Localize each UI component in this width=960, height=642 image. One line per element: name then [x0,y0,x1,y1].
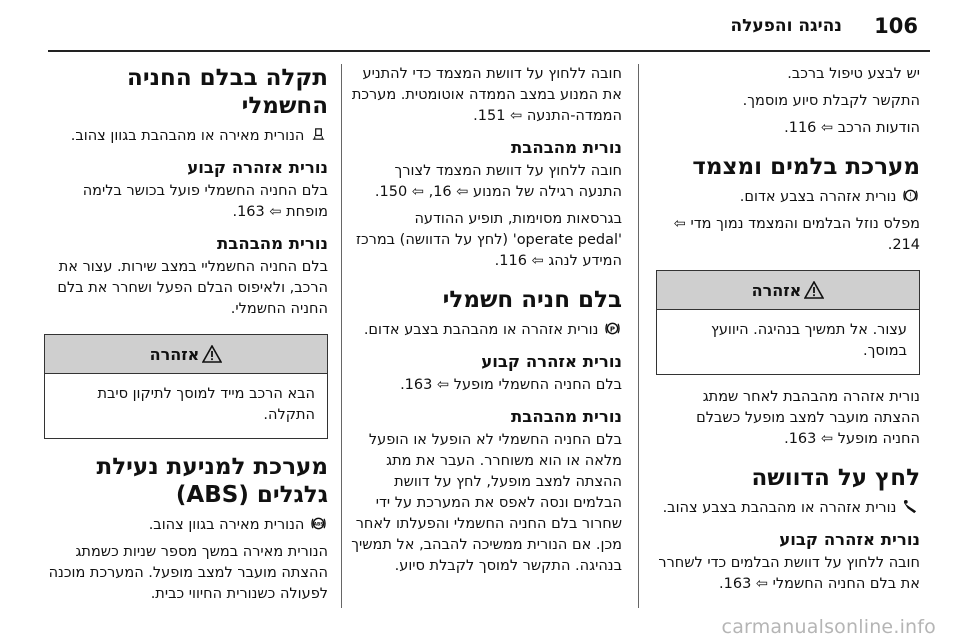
abs-icon [311,516,326,531]
subsection-heading: נורית אזהרה קבוע [481,352,622,371]
svg-text:ABS: ABS [313,522,324,528]
subsection-heading: נורית אזהרה קבוע [187,158,328,177]
warning-triangle-icon [202,345,222,363]
column-divider [638,64,639,608]
warning-label: אזהרה [149,345,200,364]
warning-box [656,270,920,375]
warning-box [44,334,328,439]
column-divider [341,64,342,608]
body-text: נורית אזהרה מהבהבת לאחר שמתג ההצתה מועבר למצב מופעל כשבלם החניה מופעל ⇦ 163. [696,389,920,447]
warning-label: אזהרה [751,281,802,300]
subsection-heading: נורית מהבהבת [511,407,622,426]
page-title: נהיגה והפעלה [730,16,842,36]
body-text-span: נורית אזהרה או מהבהבת בצבע צהוב. [662,500,897,516]
body-text: בגרסאות מסוימות, תופיע ההודעה 'operate pedal' (לחץ על הדוושה) במרכז המידע לנהג ⇦ 116. [355,211,622,269]
warning-header [657,271,919,310]
subsection-heading: נורית מהבהבת [511,138,622,157]
body-text: מפלס נוזל הבלמים והמצמד נמוך מדי ⇦ 214. [673,216,920,253]
subsection-heading: נורית מהבהבת [217,234,328,253]
svg-text:P: P [609,324,616,334]
body-text: בלם החניה החשמלי פועל בכושר בלימה מופחת ⇦ 163. [82,183,328,220]
section-heading: לחץ על הדוושה [751,465,920,491]
body-text [656,187,920,208]
body-text: בלם החניה החשמלי לא הופעל או הופעל מלאה או הוא משוחרר. העבר את מתג ההצתה למצב מופעל, לחץ על דוושת הבלמים ונסה לאפס את המערכת על ידי שחרור בלם החניה החשמלי והפעלתו לאחר מכן. אם הנורית ממשיכה להבהב, אל תמשיך בנהיגה. התקשר למוסך לקבלת סיוע. [351,432,622,574]
foot-pedal-icon [903,499,918,514]
body-text: חובה ללחוץ על דוושת המצמד לצורך התנעה רגילה של המנוע ⇦ 16, ⇦ 150. [374,163,622,200]
middle-column [350,64,622,612]
body-text [44,126,328,147]
parking-brake-icon [605,321,620,336]
page-header [0,0,960,48]
right-column [656,64,920,612]
section-heading: מערכת למניעת נעילת גלגלים (ABS) [96,454,328,508]
subsection-heading: נורית אזהרה קבוע [779,530,920,549]
body-text: הודעות הרכב ⇦ 116. [784,120,920,136]
warning-text: הבא הרכב מייד למוסך לתיקון סיבת התקלה. [97,386,315,423]
svg-text:!: ! [908,191,913,201]
body-text: חובה ללחוץ על דוושת המצמד כדי להתניע את המנוע במצב הממדה אוטומטית. מערכת הממדה-התנעה ⇦ 151. [351,66,622,124]
warning-text: עצור. אל תמשיך בנהיגה. היוועץ במוסך. [711,322,907,359]
header-divider [48,50,930,52]
body-text: הנורית מאירה במשך מספר שניות כשמתג ההצתה מועבר למצב מופעל. המערכת מוכנה לפעולה כשנורית החיווי כבית. [48,544,328,602]
body-text-span: נורית אזהרה או מהבהבת בצבע אדום. [363,322,599,338]
body-text-span: הנורית מאירה או מהבהבת בגוון צהוב. [70,128,305,144]
body-text [656,498,920,519]
body-text [350,320,622,341]
section-heading: מערכת בלמים ומצמד [692,154,920,180]
body-text: חובה ללחוץ על דוושת הבלמים כדי לשחרר את בלם החניה החשמלי ⇦ 163. [658,555,920,592]
watermark: carmanualsonline.info [721,616,936,638]
section-heading: תקלה בבלם החניה החשמלי [127,65,328,119]
body-text [44,515,328,536]
body-text: בלם החניה החשמלי מופעל ⇦ 163. [400,377,622,393]
left-column [44,64,328,612]
parking-brake-fault-icon [311,127,326,142]
page-number: 106 [874,14,918,38]
body-text: התקשר לקבלת סיוע מוסמך. [742,93,920,109]
warning-triangle-icon [804,281,824,299]
body-text-span: נורית אזהרה בצבע אדום. [739,189,897,205]
body-text: בלם החניה החשמליי במצב שירות. עצור את הרכב, ולאיפוס הבלם הפעל ושחרר את בלם החניה החשמלי. [57,259,328,317]
warning-header [45,335,327,374]
brake-warning-icon [903,188,918,203]
section-heading: בלם חניה חשמלי [442,287,622,313]
body-text: יש לבצע טיפול ברכב. [787,66,920,82]
body-text-span: הנורית מאירה בגוון צהוב. [148,517,305,533]
